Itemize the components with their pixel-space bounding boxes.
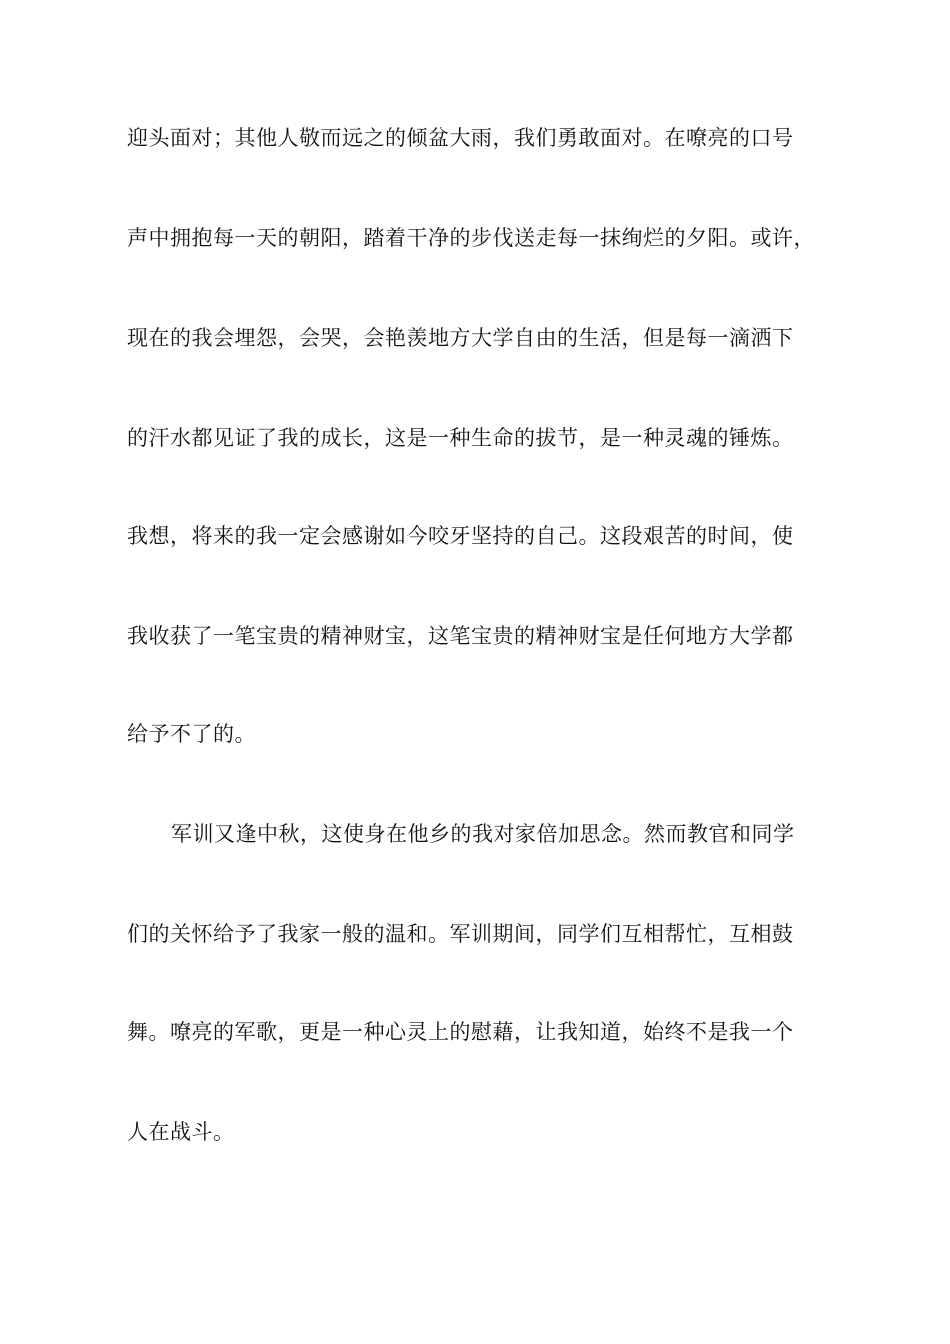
paragraph-1-line-3: 现在的我会埋怨，会哭，会艳羡地方大学自由的生活，但是每一滴洒下 [127, 326, 794, 350]
paragraph-1-line-2: 声中拥抱每一天的朝阳，踏着干净的步伐送走每一抹绚烂的夕阳。或许， [127, 226, 815, 250]
paragraph-2-line-2: 们的关怀给予了我家一般的温和。军训期间，同学们互相帮忙，互相鼓 [127, 922, 794, 946]
paragraph-1-line-7: 给予不了的。 [127, 722, 256, 746]
paragraph-2-line-1: 军训又逢中秋，这使身在他乡的我对家倍加思念。然而教官和同学 [171, 822, 795, 846]
paragraph-1-line-5: 我想，将来的我一定会感谢如今咬牙坚持的自己。这段艰苦的时间，使 [127, 524, 794, 548]
paragraph-1-line-4: 的汗水都见证了我的成长，这是一种生命的拔节，是一种灵魂的锤炼。 [127, 426, 794, 450]
paragraph-1-line-6: 我收获了一笔宝贵的精神财宝，这笔宝贵的精神财宝是任何地方大学都 [127, 624, 794, 648]
paragraph-2-line-4: 人在战斗。 [127, 1120, 235, 1144]
paragraph-1-line-1: 迎头面对；其他人敬而远之的倾盆大雨，我们勇敢面对。在嘹亮的口号 [127, 126, 794, 150]
paragraph-2-line-3: 舞。嘹亮的军歌，更是一种心灵上的慰藉，让我知道，始终不是我一个 [127, 1020, 794, 1044]
